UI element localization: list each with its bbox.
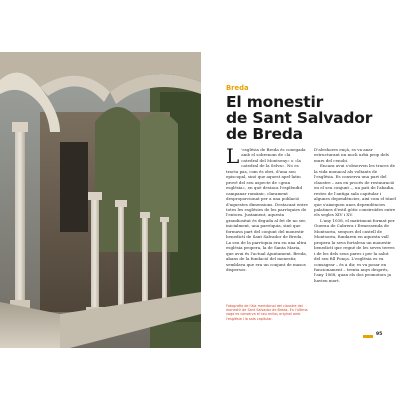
cloister-photo	[0, 52, 201, 348]
article-title-line-2: de Sant Salvador	[226, 109, 373, 127]
article-title	[226, 94, 396, 142]
body-paragraph-2: D'aleshores ençà, es va anar estructurant un nucli urbà prop dels murs del cenobi.	[314, 147, 389, 163]
body-paragraph-3: Encara avui s'observen les traces de la vida monacal als voltants de l'església. Es conserva una part del claustre – ara en procés de restauració en el seu conjunt –, un pati de l'abadia, restes de l'antiga sala capitular i algunes dependències, així com el túnel que s'aixequen unes dependències palatines d'estil gòtic construïdes entre els segles XIV i XV.	[314, 163, 396, 218]
folio-accent-bar	[363, 335, 373, 338]
body-paragraph-1	[226, 144, 308, 272]
article-title-line-1: El monestir	[226, 93, 324, 111]
body-column-1	[226, 144, 308, 272]
page-number: 95	[376, 332, 383, 337]
article-title-line-3: de Breda	[226, 125, 303, 143]
body-paragraph-1-text: 'església de Breda és conegada amb el sobrenom de «la catedral del Montseny» o «la catedral de la Selva». No es tracta pas, com és obvi, d'una seu episcopal, sinó que aquest apel·latiu prové del seu aspecte de «gran església», en què destaca l'esplèndid campanar romànic, clarament desproporcionat per a una població d'aquestes dimensions. Destacant entre totes les esglésies de les parròquies de l'entorn. Justament, aquesta grandiositat és deguda al fet de no ser, inicialment, una parròquia, sinó que formava part del conjunt del monestir benedictí de Sant Salvador de Breda. La seu de la parròquia era en una altra església propera, la de Santa Maria, que avui és l'actual Ajuntament. Breda, abans de la fundació del monestir, semblava que era un conjunt de masos dispersos.	[226, 147, 308, 272]
section-kicker: Breda	[226, 84, 249, 92]
body-column-2	[314, 147, 396, 283]
body-paragraph-4: L'any 1038, el matrimoni format per Guerau de Cabrera i Ermessenda de Montsoriu, senyors del castell de Montsoriu, fundaren en aquesta vall propera la seva fortalesa un monestir benedictí que regné de les seves terres i de les dels seus pares i per la salut del seu fill Ponça. L'església es va consagrar – és a dir, es va posar en funcionament – trenta anys després, l'any 1068, quan els dos promotors ja havien mort.	[314, 217, 395, 283]
drop-cap: L	[226, 144, 240, 168]
cloister-photo-image	[0, 52, 201, 348]
photo-caption: Fotografia de l'àla meridional del claustre del monestir de Sant Salvador de Breda. En l'última vaga es conserva el seu enllaç original amb l'església i la sala capitular.	[226, 304, 308, 321]
